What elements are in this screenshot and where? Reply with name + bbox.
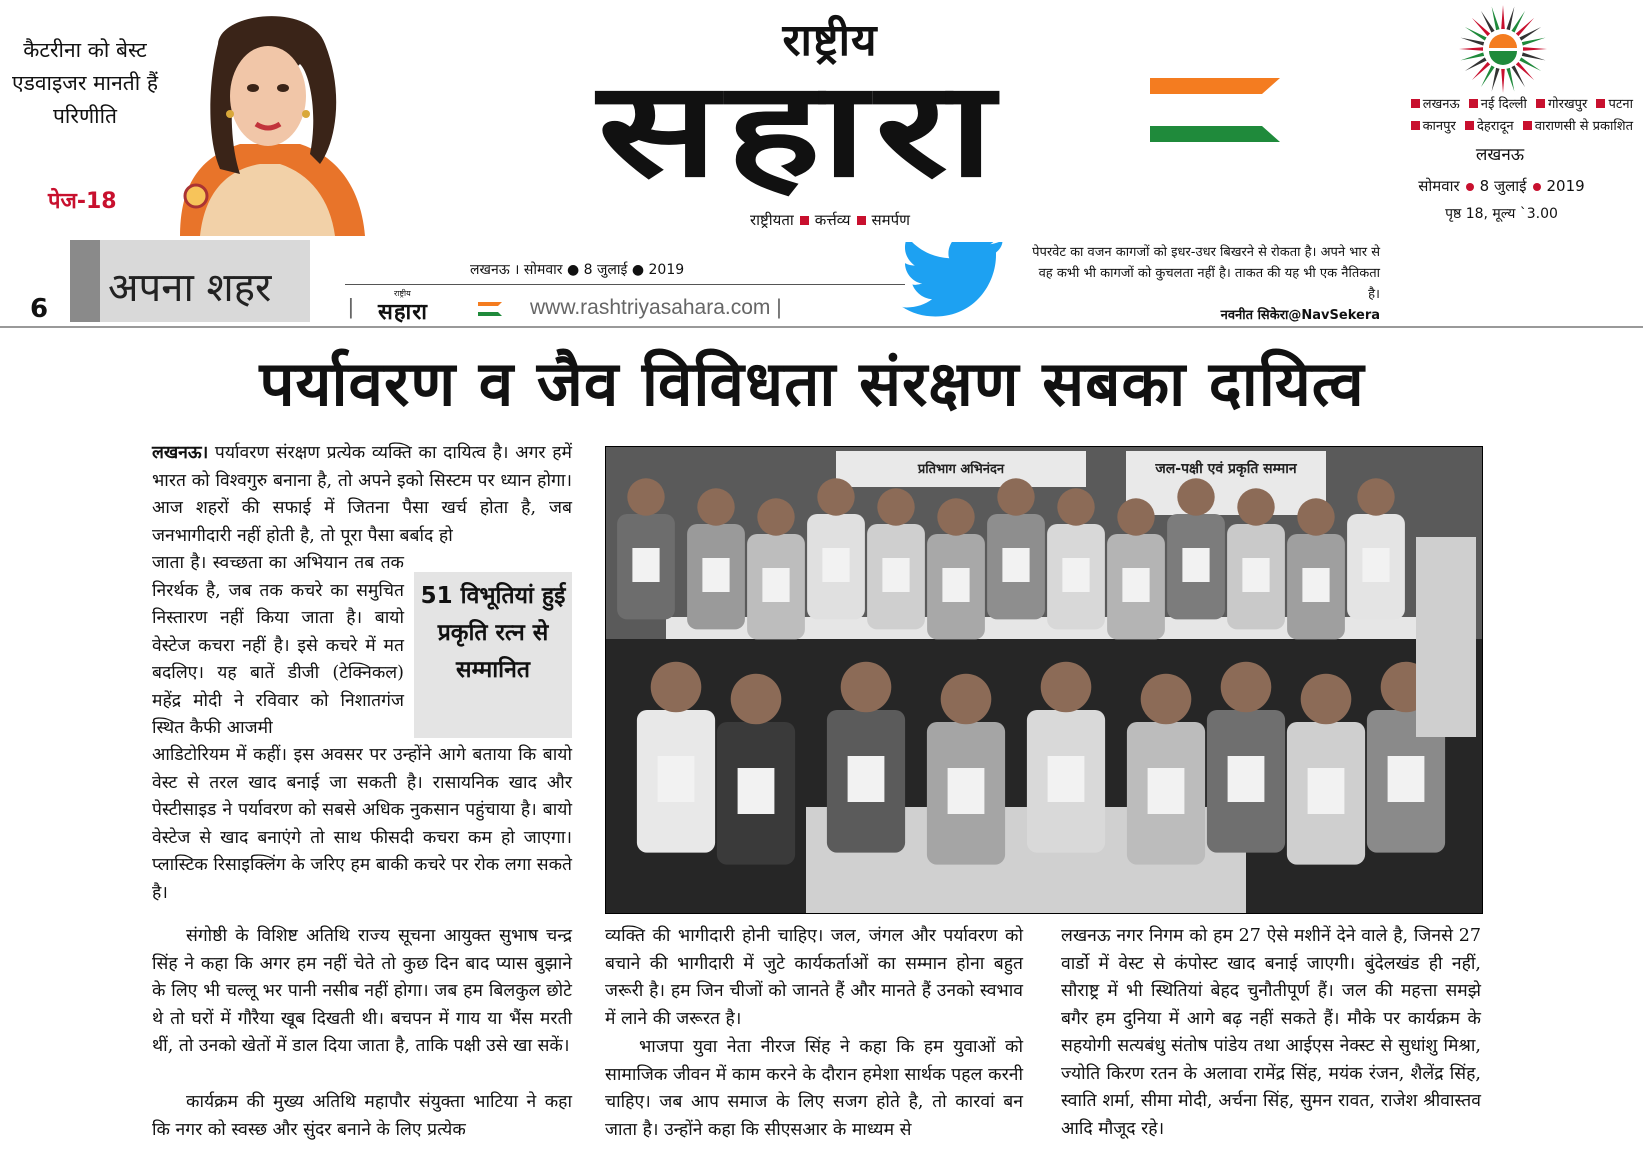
city-name: पटना: [1608, 97, 1633, 112]
edition-date: [1370, 176, 1633, 196]
red-square-icon: [1523, 121, 1532, 130]
sun-emblem-icon: [1458, 4, 1548, 94]
article-paragraph: कार्यक्रम की मुख्य अतिथि महापौर संयुक्ता भाटिया ने कहा कि नगर को स्वस्छ और सुंदर बनाने के लिए प्रत्येक: [152, 1092, 572, 1140]
article-paragraph: आडिटोरियम में कहीं। इस अवसर पर उन्होंने आगे बताया कि बायो वेस्ट से तरल खाद बनाई जा सकती है। रासायनिक खाद और पेस्टीसाइड ने पर्यावरण को सबसे अधिक नुकसान पहुंचाया है। बायो वेस्टेज से खाद बनाएंगे तो साथ फीसदी कचरा कम हो जाएगा। प्लास्टिक रिसाइक्लिंग के जरिए हम बाकी कचरे पर रोक लगा सकते है।: [152, 745, 572, 903]
edition-date-value: 8 जुलाई: [1479, 177, 1527, 195]
separator-square-icon: [857, 216, 866, 225]
teaser-page-ref: पेज-18: [48, 189, 117, 214]
website-link[interactable]: [530, 296, 782, 320]
edition-cities-line: [1406, 116, 1633, 134]
section-label-box: [70, 240, 310, 322]
tweet-text: पेपरवेट का वजन कागजों को इधर-उधर बिखरने से रोकता है। अपने भार से वह कभी भी कागजों को कुचलता नहीं है। ताकत की यह भी एक नैतिकता है।: [1032, 245, 1380, 302]
article-paragraph: जाता है। स्वच्छता का अभियान तब तक निरर्थक है, जब तक कचरे का समुचित निस्तारण नहीं किया जाता है। बायो वेस्टेज कचरा नहीं है। इसे कचरे में मत बदलिए। यह बातें डीजी (टेक्निकल) महेंद्र मोदी ने रविवार को निशातगंज स्थित कैफी आजमी: [152, 553, 404, 738]
article-paragraph: व्यक्ति की भागीदारी होनी चाहिए। जल, जंगल और पर्यावरण को बचाने की भागीदारी में जुटे कार्यकर्ताओं का सम्मान होना बहुत जरूरी है। हम जिन चीजों को जानते हैं और मानते हैं उनको स्वभाव में लाने की जरूरत है।: [605, 926, 1023, 1029]
brand-top-word: राष्ट्रीय: [782, 15, 878, 66]
edition-cities-line: [1406, 94, 1633, 112]
red-square-icon: [1411, 121, 1420, 130]
city-name: लखनऊ: [1422, 97, 1460, 112]
tricolor-flag-icon: [478, 302, 502, 316]
event-group-photo: [605, 446, 1483, 914]
band-dateline: [470, 260, 684, 279]
edition-day: सोमवार: [1418, 177, 1460, 195]
separator-square-icon: [800, 216, 809, 225]
edition-info: [1360, 0, 1643, 236]
article-headline: पर्यावरण व जैव विविधता संरक्षण सबका दायित्व: [259, 347, 1365, 420]
dateline-date: 8 जुलाई: [583, 262, 628, 278]
photo-banner-text: प्रतिभाग अभिनंदन: [917, 462, 1005, 477]
tagline-part: राष्ट्रीयता: [749, 211, 794, 229]
article-paragraph: संगोष्ठी के विशिष्ट अतिथि राज्य सूचना आयुक्त सुभाष चन्द्र सिंह ने कहा कि अगर हम नहीं चेते तो कुछ दिन बाद प्यास बुझाने के लिए भी चल्लू भर पानी नसीब नहीं होगा। जब हम बिलकुल छोटे थे तो घरों में गौरैया खूब दिखती थी। बचपन में गाय या भैंस मरती थीं, तो उनको खेतों में डाल दिया जाता है, ताकि पक्षी उसे खा सकें।: [152, 926, 572, 1056]
masthead: [0, 0, 1643, 236]
page-header-band: [0, 236, 1643, 328]
teaser-photo: [160, 4, 370, 236]
article-paragraph: लखनऊ नगर निगम को हम 27 ऐसे मशीनें देने वाले है, जिनसे 27 वार्डो में वेस्ट से कंपोस्ट खाद बनाई जाएगी। बुंदेलखंड ही नहीं, सौराष्ट्र में भी स्थितियां बेहद चुनौतीपूर्ण हैं। जल की महत्ता समझे बगैर हम दुनिया में आगे बढ़ नहीं सकते हैं। मौके पर कार्यक्रम के सहयोगी सत्यबंधु संतोष पांडेय तथा आईएस नेक्स्ट से सुधांशु मिश्रा, ज्योति किरण रतन के अलावा रामेंद्र सिंह, मयंक रंजन, शैलेंद्र सिंह, स्वाति शर्मा, सीमा मोदी, अर्चना सिंह, सुमन रावत, राजेश श्रीवास्तव आदि मौजूद रहे।: [1061, 926, 1481, 1139]
section-title: अपना शहर: [108, 265, 272, 311]
teaser-box[interactable]: [0, 0, 370, 236]
article-paragraph: भाजपा युवा नेता नीरज सिंह ने कहा कि हम युवाओं को सामाजिक जीवन में काम करने के दौरान हमेशा सार्थक पहल करनी चाहिए। जब आप समाज के लिए सजग होते है, तो कारवां बन जाता है। उन्होंने कहा कि सीएसआर के माध्यम से: [605, 1037, 1023, 1140]
small-logo-top: राष्ट्रीय: [394, 289, 411, 298]
page-number: 6: [30, 294, 49, 324]
brand-main-word: सहारा: [597, 53, 1003, 207]
red-square-icon: [1469, 99, 1478, 108]
pullquote-box: 51 विभूतियां हुई प्रकृति रत्न से सम्मानित: [414, 572, 572, 738]
city-name: वाराणसी से प्रकाशित: [1534, 119, 1633, 134]
article-paragraph: [152, 440, 572, 550]
red-square-icon: [1465, 121, 1474, 130]
pipe-divider: |: [348, 294, 354, 319]
divider: [345, 284, 905, 285]
small-logo[interactable]: [348, 289, 518, 325]
red-dot-icon: [1533, 183, 1541, 191]
brand-tagline: [680, 210, 980, 230]
small-logo-main: सहारा: [378, 300, 428, 325]
bullet-icon: ●: [566, 262, 580, 278]
article-dateline: लखनऊ।: [152, 443, 209, 463]
tagline-part: समर्पण: [871, 211, 910, 229]
tricolor-flag-icon: [1150, 78, 1280, 144]
tweet-quote: [1030, 242, 1380, 326]
article-text: पर्यावरण संरक्षण प्रत्येक व्यक्ति का दायित्व है। अगर हमें भारत को विश्वगुरु बनाना है, तो अपने इको सिस्टम पर ध्यान होगा। आज शहरों की सफाई में जितना पैसा खर्च होता है, जब जनभागीदारी नहीं होती है, तो पूरा पैसा बर्बाद हो: [152, 443, 572, 546]
newspaper-logo[interactable]: [460, 0, 1280, 236]
red-square-icon: [1596, 99, 1605, 108]
divider: [0, 326, 1643, 328]
red-square-icon: [1536, 99, 1545, 108]
tweet-author: नवनीत सिकेरा@NavSekera: [1220, 308, 1380, 323]
bullet-icon: ●: [631, 262, 645, 278]
teaser-text: कैटरीना को बेस्ट एडवाइजर मानती हैं परिणीति: [11, 38, 158, 128]
dateline-city-day: लखनऊ । सोमवार: [470, 262, 563, 278]
city-name: कानपुर: [1422, 119, 1456, 134]
website-url: www.rashtriyasahara.com: [530, 296, 771, 319]
city-name: देहरादून: [1476, 119, 1514, 134]
tagline-part: कर्त्तव्य: [814, 211, 851, 229]
city-name: नई दिल्ली: [1480, 97, 1527, 112]
edition-price: पृष्ठ 18, मूल्य `3.00: [1445, 206, 1558, 222]
edition-year: 2019: [1546, 177, 1585, 195]
dateline-year: 2019: [648, 262, 685, 278]
twitter-bird-icon: [900, 242, 1012, 324]
pipe-divider: |: [770, 296, 782, 319]
edition-city: लखनऊ: [1475, 145, 1525, 165]
city-name: गोरखपुर: [1547, 97, 1588, 112]
photo-banner-text: जल-पक्षी एवं प्रकृति सम्मान: [1155, 461, 1297, 477]
red-dot-icon: [1466, 183, 1474, 191]
red-square-icon: [1411, 99, 1420, 108]
